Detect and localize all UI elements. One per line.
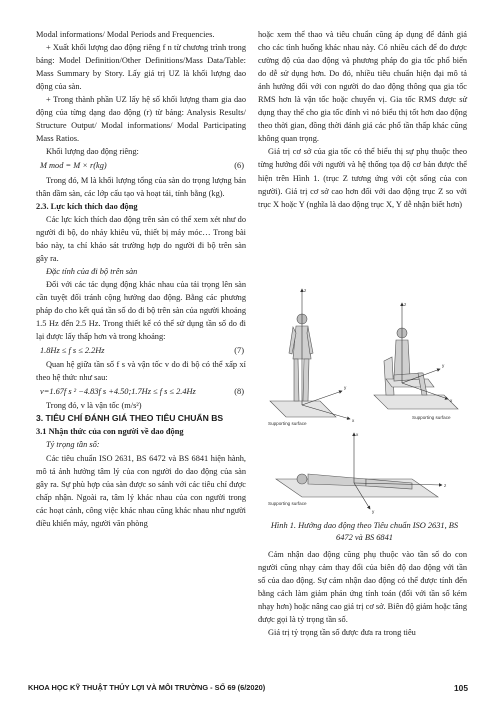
seated-person xyxy=(374,328,458,409)
left-paragraph-9: Trong đó, v là vận tốc (m/s²) xyxy=(46,401,142,411)
standing-surface-label: Supporting surface xyxy=(268,421,307,426)
equation-8-body: v=1.67f s ² −4.83f s +4.50;1.7Hz ≤ f s ≤ 2.4Hz xyxy=(40,387,196,397)
left-paragraph-6: Các lực kích thích dao động trên sàn có thể xem xét như do người đi bộ, do nhảy khiêu vũ, thiết bị máy móc… Trong bài báo này, ta chỉ khảo sát trường hợp do người đi bộ trên sàn gây ra. xyxy=(36,214,246,263)
left-column xyxy=(36,28,246,530)
page-footer xyxy=(28,683,468,695)
subheading-walking: Đặc tính của đi bộ trên sàn xyxy=(46,266,138,276)
standing-x-label: x xyxy=(352,418,355,423)
journal-name: KHOA HỌC KỸ THUẬT THỦY LỢI VÀ MÔI TRƯỜNG - SỐ 69 (6/2020) xyxy=(28,683,266,692)
seat-backrest xyxy=(384,357,394,395)
lying-surface-label: Supporting surface xyxy=(268,501,307,506)
standing-left-leg xyxy=(294,359,299,401)
seated-surface-label: Supporting surface xyxy=(412,415,451,420)
right-paragraph-2: Giá trị cơ sở của gia tốc có thể biểu thị sự phụ thuộc theo từng hướng đối với người và hệ thống tọa độ cơ bản được thể hiện trên Hình 1. (trục Z tương ứng với cột sống của con người). Giá trị cơ sở cao hơn đối với dao động trục Z so với trục X hoặc Y (nghĩa là dao động trục X, Y dễ nhận biết hơn) xyxy=(258,147,467,209)
standing-person xyxy=(270,314,336,417)
equation-7-body: 1.8Hz ≤ f s ≤ 2.2Hz xyxy=(40,346,105,356)
left-paragraph-7: Đối với các tác dụng động khác nhau của tải trọng lên sàn cần tuyệt đối tránh cộng hưởng dao động. Bằng các phương pháp đo cho kết quả tần số do đi bộ trên sàn của người khoảng 1.5 Hz đến 2.5 Hz. Trong thiết kế có thể sử dụng tần số do đi lại được lấy thấp hơn và trong khoảng: xyxy=(36,279,246,342)
left-paragraph-5: Trong đó, M là khối lượng tổng của sàn do trọng lượng bản thân dầm sàn, các lớp cấu tạo và hoạt tải, tính bằng (kg). xyxy=(36,175,246,198)
right-column-lower xyxy=(258,548,467,639)
subheading-frequency-weighting: Tỷ trọng tần số: xyxy=(46,440,100,450)
lying-person xyxy=(276,474,438,497)
equation-8-number: (8) xyxy=(234,387,244,397)
section-heading-3-1: 3.1 Nhận thức của con người về dao động xyxy=(36,427,184,437)
figure-1-drawing xyxy=(262,283,467,515)
page-number: 105 xyxy=(454,683,468,693)
equation-7 xyxy=(36,344,246,357)
seated-z-label: z xyxy=(404,302,407,307)
figure-1-vibration-axes xyxy=(262,283,467,515)
seated-y-label: y xyxy=(442,363,445,368)
standing-right-leg xyxy=(303,359,309,401)
equation-8 xyxy=(36,385,246,398)
section-heading-3: 3. TIÊU CHÍ ĐÁNH GIÁ THEO TIÊU CHUẨN BS xyxy=(36,413,224,424)
equation-6 xyxy=(36,159,246,172)
equation-7-number: (7) xyxy=(234,346,244,356)
section-heading-2-3: 2.3. Lực kích thích dao động xyxy=(36,201,138,211)
lying-torso xyxy=(308,474,366,486)
lying-z-label: z xyxy=(444,483,447,488)
lying-x-label: x xyxy=(356,432,359,437)
standing-y-label: y xyxy=(344,385,347,390)
lying-y-label: y xyxy=(372,509,375,514)
left-paragraph-4: Khối lượng dao động riêng: xyxy=(46,147,139,157)
left-paragraph-3: + Trong thành phần UZ lấy hệ số khối lượng tham gia dao động của từng dạng dao động (r) từ bảng: Analysis Results/ Structure Output/ Modal informations/ Modal Participating Mass Ratios. xyxy=(36,95,246,144)
left-paragraph-2: + Xuất khối lượng dao động riêng f n từ chương trình trong bảng: Model Definition/Other Definitions/Mass Data/Table: Mass Summary by Story. Lấy giá trị UZ là khối lượng dao động của sàn. xyxy=(36,43,246,92)
equation-6-number: (6) xyxy=(234,161,244,171)
left-paragraph-1: Modal informations/ Modal Periods and Frequencies. xyxy=(36,30,215,39)
right-column xyxy=(258,28,467,211)
right-paragraph-3: Cảm nhận dao động cũng phụ thuộc vào tần số do con người cũng nhạy cảm thay đổi của biên độ dao động với tần số của dao động. Sự cảm nhận dao động có thể được tính đến bằng cách làm giảm phản ứng tính toán (đối với tần số kém nhạy hơn) hoặc nâng cao giá trị cơ sở. Biên độ giảm hoặc tăng được gọi là tỷ trọng tần số. xyxy=(258,550,467,625)
left-paragraph-10: Các tiêu chuẩn ISO 2631, BS 6472 và BS 6841 hiện hành, mô tả ảnh hưởng tâm lý của con người do dao động của sàn gây ra. Sự phù hợp của sàn được so sánh với các tiêu chí được chấp nhận. Ngoài ra, tâm lý khác nhau của con người trong các hoạt cảnh, công việc khác nhau cũng khác nhau như người điều khiển máy, người văn phòng xyxy=(36,453,246,528)
standing-z-label: z xyxy=(304,288,307,293)
right-paragraph-1: hoặc xem thể thao và tiêu chuẩn cũng áp dụng để đánh giá cho các tình huống khác nhau này. Có nhiều cách để đo được cường độ của dao động và phương pháp đo gia tốc phổ biến do dễ sử dụng hơn. Do đó, nhiều tiêu chuẩn hiện đại mô tả ảnh hưởng đối với con người do dao động thông qua gia tốc RMS hơn là vận tốc hoặc chuyển vị. Gia tốc RMS được sử dụng thay thế cho gia tốc đỉnh vì nó biểu thị tốt hơn dao động theo thời gian, đồng thời đánh giá các phổ tần thấp khác cũng không quan trọng. xyxy=(258,30,467,144)
seated-x-label: x xyxy=(450,398,453,403)
standing-floor-plate xyxy=(270,401,336,417)
equation-6-body: M mod = M × r(kg) xyxy=(40,161,107,171)
figure-1-caption: Hình 1. Hướng dao động theo Tiêu chuẩn ISO 2631, BS 6472 và BS 6841 xyxy=(270,521,459,542)
seat-floor-plate xyxy=(374,395,458,409)
left-paragraph-8: Quan hệ giữa tần số f s và vận tốc v do đi bộ có thể xấp xỉ theo hệ thức như sau: xyxy=(36,360,246,383)
right-paragraph-4: Giá trị tỷ trọng tần số được đưa ra trong tiêu xyxy=(268,628,416,638)
lying-head xyxy=(297,474,307,484)
